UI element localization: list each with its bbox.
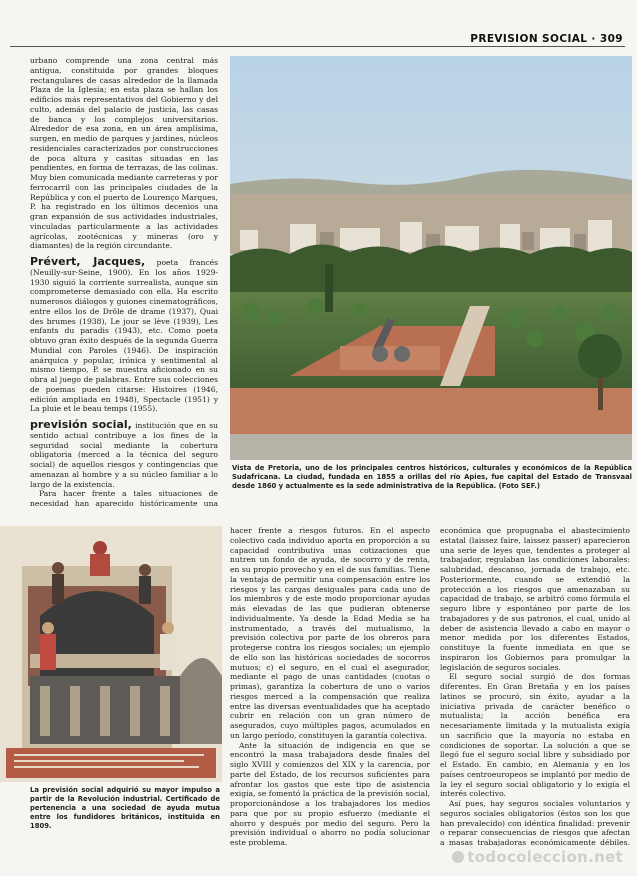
running-head: PREVISION SOCIAL · 309 [470,33,623,45]
middle-paragraph-2: Ante la situación de indigencia en que se encontró la masa trabajadora desde finales del siglo XVIII y comienzos del XIX y la carencia, por parte del Estado, de los recursos suficientes para afrontar los gastos que este tipo de asistencia exigía, se fomentó la práctica de la previsión social, proporcionándose a los trabajadores los medios para que por su propio esfuerzo (mediante el ahorro y después por medio del seguro. Pero la previsión individual o ahorro no podía solucionar este problema. [230,740,430,846]
pretoria-photo [230,56,632,460]
intro-paragraph: urbano comprende una zona central más antigua, constituida por grandes bloques rectangulares de casas alrededor de la llamada Plaza de la Iglesia; en esta plaza se hallan los edificios más representativos del Gobierno y del culto, además del palacio de justicia, las casas de banca y los complejos universitarios. Alrededor de esa zona, en un área amplísima, surgen, en medio de parques y jardines, núcleos residenciales caracterizados por construcciones de poca altura y casitas situadas en las pendientes, en forma de terrazas, de las colinas. Muy bien comunicada mediante carreteras y por ferrocarril con las principales ciudades de la República y con el puerto de Lourenço Marques, P. ha registrado en los últimos decenios una gran expansión de sus actividades industriales, vinculadas particularmente a las actividades agrícolas, zootécnicas y mineras (oro y diamantes) de la región circundante. [30,56,218,251]
prevision-entry [30,420,218,489]
watermark [452,848,623,866]
watermark-logo-icon [452,851,464,863]
certificate-caption: La previsión social adquirió su mayor impulso a partir de la Revolución industrial. Certificado de pertenencia a una sociedad de ayuda mutua entre los fundidores británicos, instituida en 1809. [30,786,220,830]
pretoria-credit: (Foto SEF.) [498,482,540,490]
prevert-entry [30,257,218,414]
header-rule [10,46,625,47]
certificate-illustration [0,526,222,782]
watermark-text: todocoleccion.net [467,848,623,866]
right-paragraph-3: Así pues, hay seguros sociales voluntarios y seguros sociales obligatorios (éstos son los que han prevalecido) con idéntica finalidad: prevenir o reparar consecuencias de riesgos que afectan a masas trabajadoras económicamente débiles. [440,799,630,846]
right-paragraph-1: económica que propugnaba el abastecimiento estatal (laissez faire, laissez passer) aparecieron una serie de leyes que, tendentes a proteger al trabajador, regulaban las condiciones laborales: salubridad, descanso, jornada de trabajo, etc. Posteriormente, cuando se extendió la protección a los riesgos que amenazaban su capacidad de trabajo, se arbitró como fórmula el seguro libre y espontáneo por parte de los trabajadores y de sus patronos, el cual, unido al deber de asistencia llevado a cabo en mayor o menor medida por los diferentes Estados, constituye la fuente inmediata en que se inspiraron los Gobiernos para promulgar la legislación de seguros sociales. [440,526,630,672]
middle-paragraph-1: hacer frente a riesgos futuros. En el aspecto colectivo cada individuo aporta en proporción a su capacidad contributiva unas cotizaciones que nutren un fondo de ayuda, de socorro y de renta, en su propio provecho y en el de sus familias. Tiene la ventaja de permitir una compensación entre los riesgos y las cargas desiguales para cada uno de los miembros y de este modo proporcionar ayudas más elevadas de las que pudieran obtenerse individualmente. Ya desde la Edad Media se ha instrumentado, a través del mutualismo, la previsión colectiva por parte de los obreros para protegerse contra los riesgos sociales; un ejemplo de ello son las históricas sociedades de socorros mutuos; c) el seguro, en el cual el asegurador, mediante el pago de unas cantidades (cuotas o primas), garantiza la cobertura de uno o varios riesgos merced a la compensación que realiza entre las diversas eventualidades que ha aceptado cubrir en relación con un gran número de asegurados, cuyo múltiples pagos, acumulados en un largo período, constituyen la garantía colectiva. [230,526,430,740]
right-paragraph-2: El seguro social surgió de dos formas diferentes. En Gran Bretaña y en los países latinos se procuró, sin éxito, ayudar a la iniciativa privada de carácter benéfico o mutualista; la acción benéfica era necesariamente limitada y la mutualista exigía un sacrificio que la mayoría no estaba en condiciones de soportar. La solución a que se llegó fue el seguro social libre y subsidiado por el Estado. En cambio, en Alemania y en los países centroeuropeos se implantó por medio de la ley el seguro social obligatorio y lo exigía el interés colectivo. [440,672,630,799]
right-text-column [440,526,630,846]
pretoria-caption-text: Vista de Pretoria, uno de los principales centros históricos, culturales y económicos de la República Sudafricana. La ciudad, fundada en 1855 a orillas del río Apies, fue capital del Estado de Transvaal desde 1860 y actualmente es la sede administrativa de la República. [232,464,632,490]
middle-text-column [230,526,430,846]
prevision-heading: previsión social, [30,418,132,431]
prevert-heading: Prévert, Jacques, [30,255,146,268]
pretoria-caption [232,464,632,491]
prevision-text: institución que en su sentido actual contribuye a los fines de la seguridad social mediante la cobertura obligatoria (merced a la técnica del seguro social) de aquellos riesgos y contingencias que amenazan al hombre y a su núcleo familiar a lo largo de la existencia. [30,421,218,489]
left-text-column [30,56,218,510]
prevision-text-2: Para hacer frente a tales situaciones de necesidad han aparecido históricamente una [30,489,218,508]
prevert-text: poeta francés (Neuilly-sur-Seine, 1900). En los años 1929-1930 siguió la corriente surrealista, aunque sin comprometerse demasiado con ella. Ha escrito numerosos diálogos y guiones cinematográficos, entre ellos los de Drôle de drame (1937), Quai des brumes (1938), Le jour se lève (1939), Les enfants du paradis (1943), etc. Como poeta obtuvo gran éxito después de la segunda Guerra Mundial con Paroles (1946). De inspiración anárquica y popular, irónica y sentimental al mismo tiempo, P. se muestra aficionado en su obra al juego de palabras. Entre sus colecciones de poemas pueden citarse: Histoires (1946, edición ampliada en 1948), Spectacle (1951) y La pluie et le beau temps (1955). [30,258,218,414]
